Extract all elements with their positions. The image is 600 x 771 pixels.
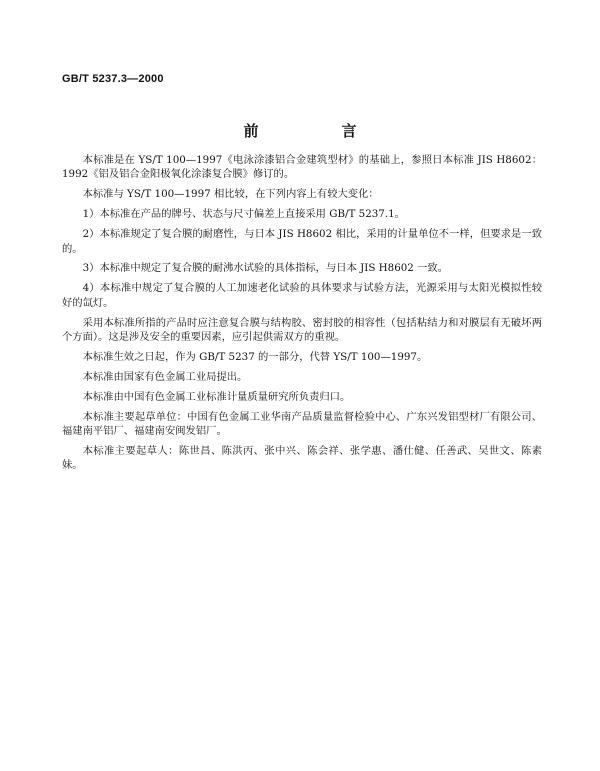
standard-code: GB/T 5237.3—2000 <box>62 73 164 85</box>
page-title: 前 言 <box>243 122 391 140</box>
paragraph: 2）本标准规定了复合膜的耐磨性，与日本 JIS H8602 相比，采用的计量单位不一样，但要求是一致的。 <box>62 228 542 255</box>
paragraph: 3）本标准中规定了复合膜的耐沸水试验的具体指标，与日本 JIS H8602 一致。 <box>82 262 449 275</box>
paragraph: 本标准主要起草人：陈世昌、陈洪丙、张中兴、陈会祥、张学惠、潘仕健、任善武、吴世文、陈素妹。 <box>62 445 542 472</box>
paragraph: 1）本标准在产品的牌号、状态与尺寸偏差上直接采用 GB/T 5237.1。 <box>82 208 405 221</box>
paragraph: 4）本标准中规定了复合膜的人工加速老化试验的具体要求与试验方法，光源采用与太阳光模拟性较好的氙灯。 <box>62 282 542 309</box>
paragraph: 本标准主要起草单位：中国有色金属工业华南产品质量监督检验中心、广东兴发铝型材厂有限公司、福建南平铝厂、福建南安闽发铝厂。 <box>62 410 542 438</box>
paragraph: 本标准由中国有色金属工业标准计量质量研究所负责归口。 <box>82 390 351 403</box>
paragraph: 本标准与 YS/T 100—1997 相比较，在下列内容上有较大变化： <box>82 188 379 201</box>
paragraph: 本标准由国家有色金属工业局提出。 <box>82 370 248 383</box>
foreword-body <box>62 153 542 478</box>
paragraph: 采用本标准所指的产品时应注意复合膜与结构胶、密封胶的相容性（包括粘结力和对膜层有无破坏两个方面）。这是涉及安全的重要因素，应引起供需双方的重视。 <box>62 316 542 344</box>
paragraph: 本标准生效之日起，作为 GB/T 5237 的一部分，代替 YS/T 100—1997。 <box>82 350 428 363</box>
paragraph: 本标准是在 YS/T 100—1997《电泳涂漆铝合金建筑型材》的基础上，参照日本标准 JIS H8602：1992《铝及铝合金阳极氧化涂漆复合膜》修订的。 <box>62 154 542 181</box>
